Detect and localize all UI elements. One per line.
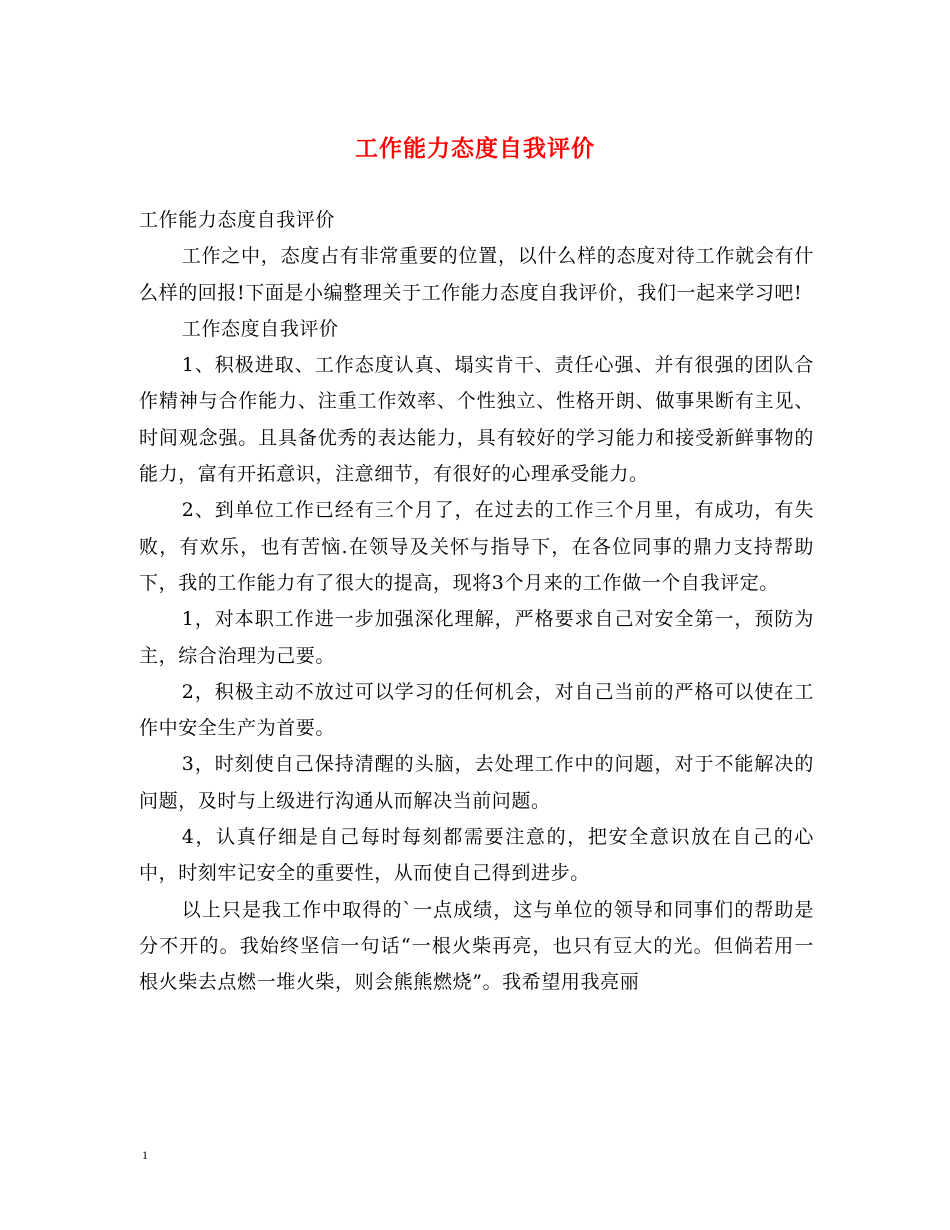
section-heading: 工作态度自我评价 (181, 317, 339, 340)
list-item-1: 1，对本职工作进一步加强深化理解，严格要求自己对安全第一，预防为主，综合治理为己要。 (139, 608, 814, 667)
paragraph-item-1: 1、积极进取、工作态度认真、塌实肯干、责任心强、并有很强的团队合作精神与合作能力、注重工作效率、个性独立、性格开朗、做事果断有主见、时间观念强。且具备优秀的表达能力，具有较好的学习能力和接受新鲜事物的能力，富有开拓意识，注意细节，有很好的心理承受能力。 (139, 354, 814, 486)
subtitle-paragraph: 工作能力态度自我评价 (139, 209, 336, 231)
list-item-3: 3，时刻使自己保持清醒的头脑，去处理工作中的问题，对于不能解决的问题，及时与上级进行沟通从而解决当前问题。 (139, 753, 814, 812)
page-number: 1 (142, 1148, 148, 1162)
closing-paragraph: 以上只是我工作中取得的`一点成绩，这与单位的领导和同事们的帮助是分不开的。我始终坚信一句话“一根火柴再亮，也只有豆大的光。但倘若用一根火柴去点燃一堆火柴，则会熊熊燃烧”。我希望用我亮丽 (139, 898, 814, 994)
paragraph-item-2: 2、到单位工作已经有三个月了，在过去的工作三个月里，有成功，有失败，有欢乐，也有苦恼.在领导及关怀与指导下，在各位同事的鼎力支持帮助下，我的工作能力有了很大的提高，现将3个月来的工作做一个自我评定。 (139, 499, 814, 594)
document-title: 工作能力态度自我评价 (355, 135, 595, 162)
list-item-2: 2，积极主动不放过可以学习的任何机会，对自己当前的严格可以使在工作中安全生产为首要。 (139, 680, 814, 740)
intro-paragraph: 工作之中，态度占有非常重要的位置，以什么样的态度对待工作就会有什么样的回报!下面是小编整理关于工作能力态度自我评价，我们一起来学习吧! (139, 245, 814, 304)
list-item-4: 4，认真仔细是自己每时每刻都需要注意的，把安全意识放在自己的心中，时刻牢记安全的重要性，从而使自己得到进步。 (139, 826, 814, 885)
document-body (139, 202, 814, 1001)
